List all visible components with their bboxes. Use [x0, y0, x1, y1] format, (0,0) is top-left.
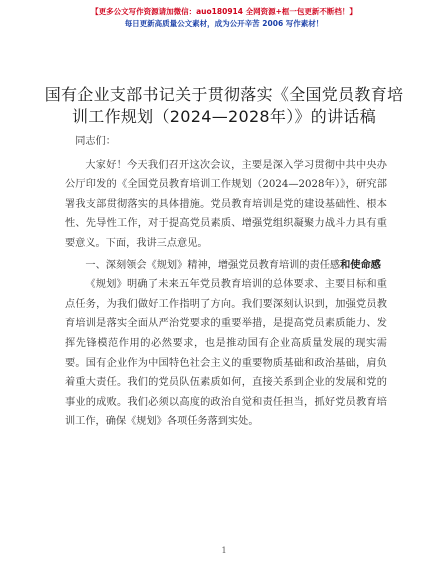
intro-paragraph: 大家好！今天我们召开这次会议，主要是深入学习贯彻中共中央办公厅印发的《全国党员教育培训工作规划（2024—2028年）》，研究部署我支部贯彻落实的具体措施。党员教育培训是党的建设基础性、根本性、先导性工作，对于提高党员素质、增强党组织凝聚力战斗力具有重要意义。下面，我讲三点意见。: [65, 159, 387, 249]
promo-banner-line-1: 【更多公文写作资源请加微信：auo180914 全网资源+框一包更新不断档！】: [91, 7, 357, 16]
document-body: [65, 132, 387, 432]
promo-banner-line-2: 每日更新高质量公文素材，成为公开辛苦 2006 写作素材！: [124, 19, 324, 28]
section-1-heading-text: 一、深刻领会《规划》精神，增强党员教育培训的责任感: [85, 259, 341, 271]
greeting: 同志们：: [75, 136, 116, 147]
section-1-heading-emphasis: 和使命感: [340, 258, 381, 271]
section-1-paragraph: 《规划》明确了未来五年党员教育培训的总体要求、主要目标和重点任务，为我们做好工作指明了方向。我们要深刻认识到，加强党员教育培训是落实全面从严治党要求的重要举措，是提高党员素质能力、发挥先锋模范作用的必然要求，也是推动国有企业高质量发展的现实需要。国有企业作为中国特色社会主义的重要物质基础和政治基础，肩负着重大责任。我们的党员队伍素质如何，直接关系到企业的发展和党的事业的成败。我们必须以高度的政治自觉和责任担当，抓好党员教育培训工作，确保《规划》各项任务落到实处。: [65, 279, 387, 428]
section-1-heading: [65, 256, 387, 276]
page-number: 1: [221, 546, 227, 555]
promo-banner: [0, 6, 448, 30]
document-title: 国有企业支部书记关于贯彻落实《全国党员教育培训工作规划（2024—2028年）》的讲话稿: [44, 85, 404, 126]
